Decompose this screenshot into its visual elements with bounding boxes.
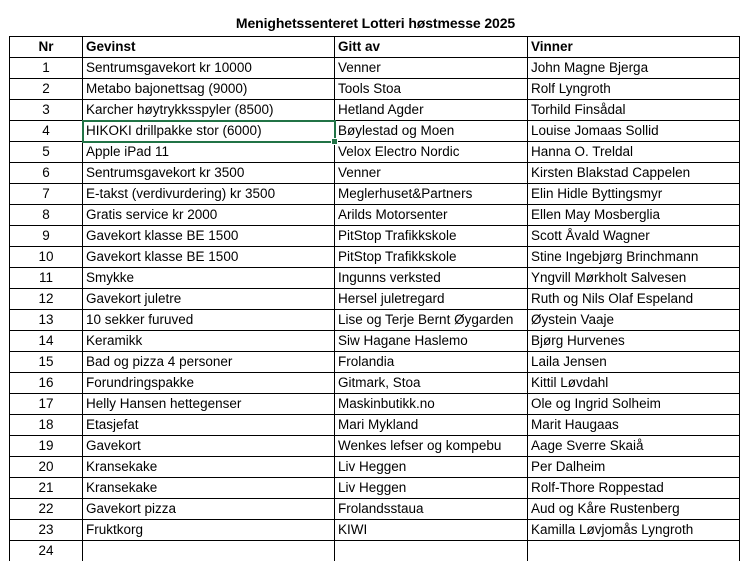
cell-vinner[interactable]: Scott Åvald Wagner	[528, 226, 740, 247]
cell-vinner[interactable]: Rolf Lyngroth	[528, 79, 740, 100]
cell-gevinst[interactable]: Gavekort klasse BE 1500	[83, 226, 335, 247]
table-row	[10, 247, 740, 268]
table-row	[10, 352, 740, 373]
cell-gitt-av[interactable]: Siw Hagane Haslemo	[335, 331, 528, 352]
table-row	[10, 58, 740, 79]
cell-vinner[interactable]: Per Dalheim	[528, 457, 740, 478]
cell-nr[interactable]: 15	[10, 352, 83, 373]
cell-vinner[interactable]	[528, 541, 740, 561]
cell-gitt-av[interactable]: Liv Heggen	[335, 457, 528, 478]
cell-nr[interactable]: 9	[10, 226, 83, 247]
cell-nr[interactable]: 10	[10, 247, 83, 268]
cell-vinner[interactable]: Louise Jomaas Sollid	[528, 121, 740, 142]
cell-vinner[interactable]: Kittil Løvdahl	[528, 373, 740, 394]
table-row	[10, 310, 740, 331]
cell-gitt-av[interactable]: Meglerhuset&Partners	[335, 184, 528, 205]
cell-gevinst[interactable]: Fruktkorg	[83, 520, 335, 541]
cell-nr[interactable]: 18	[10, 415, 83, 436]
cell-gitt-av[interactable]: Maskinbutikk.no	[335, 394, 528, 415]
table-row	[10, 436, 740, 457]
table-row	[10, 457, 740, 478]
cell-gevinst[interactable]: Gavekort	[83, 436, 335, 457]
table-row	[10, 331, 740, 352]
cell-gevinst[interactable]: Metabo bajonettsag (9000)	[83, 79, 335, 100]
cell-gevinst[interactable]: Kransekake	[83, 457, 335, 478]
cell-vinner[interactable]: John Magne Bjerga	[528, 58, 740, 79]
cell-gitt-av[interactable]: Tools Stoa	[335, 79, 528, 100]
cell-nr[interactable]: 16	[10, 373, 83, 394]
cell-gitt-av[interactable]: Frolandsstaua	[335, 499, 528, 520]
cell-vinner[interactable]: Laila Jensen	[528, 352, 740, 373]
cell-nr[interactable]: 8	[10, 205, 83, 226]
table-row	[10, 520, 740, 541]
cell-nr[interactable]: 2	[10, 79, 83, 100]
cell-vinner[interactable]: Kamilla Løvjomås Lyngroth	[528, 520, 740, 541]
table-row	[10, 226, 740, 247]
cell-nr[interactable]: 6	[10, 163, 83, 184]
cell-nr[interactable]: 24	[10, 541, 83, 561]
header-row	[10, 37, 740, 58]
table-row	[10, 121, 740, 142]
cell-gitt-av[interactable]: Lise og Terje Bernt Øygarden	[335, 310, 528, 331]
cell-nr[interactable]: 21	[10, 478, 83, 499]
cell-gevinst[interactable]: Apple iPad 11	[83, 142, 335, 163]
cell-gevinst[interactable]: Gavekort klasse BE 1500	[83, 247, 335, 268]
cell-gevinst-selected[interactable]	[83, 121, 335, 142]
cell-gitt-av[interactable]: PitStop Trafikkskole	[335, 226, 528, 247]
cell-nr[interactable]: 22	[10, 499, 83, 520]
cell-nr[interactable]: 4	[10, 121, 83, 142]
table-row	[10, 184, 740, 205]
cell-vinner[interactable]: Ruth og Nils Olaf Espeland	[528, 289, 740, 310]
cell-nr[interactable]: 19	[10, 436, 83, 457]
table-row	[10, 100, 740, 121]
cell-gitt-av[interactable]: Gitmark, Stoa	[335, 373, 528, 394]
cell-nr[interactable]: 3	[10, 100, 83, 121]
table-row	[10, 499, 740, 520]
cell-gitt-av[interactable]: Venner	[335, 163, 528, 184]
cell-nr[interactable]: 17	[10, 394, 83, 415]
cell-gevinst[interactable]: Keramikk	[83, 331, 335, 352]
table-row	[10, 205, 740, 226]
cell-vinner[interactable]: Ole og Ingrid Solheim	[528, 394, 740, 415]
cell-vinner[interactable]: Marit Haugaas	[528, 415, 740, 436]
header-nr[interactable]: Nr	[10, 37, 83, 58]
header-gevinst[interactable]: Gevinst	[83, 37, 335, 58]
cell-nr[interactable]: 13	[10, 310, 83, 331]
cell-gevinst[interactable]: Sentrumsgavekort kr 10000	[83, 58, 335, 79]
cell-vinner[interactable]: Elin Hidle Byttingsmyr	[528, 184, 740, 205]
table-row	[10, 373, 740, 394]
cell-nr[interactable]: 11	[10, 268, 83, 289]
cell-gitt-av[interactable]: Venner	[335, 58, 528, 79]
cell-gitt-av[interactable]: Frolandia	[335, 352, 528, 373]
cell-vinner[interactable]: Kirsten Blakstad Cappelen	[528, 163, 740, 184]
cell-gevinst[interactable]: Etasjefat	[83, 415, 335, 436]
lottery-table	[9, 36, 740, 561]
cell-nr[interactable]: 5	[10, 142, 83, 163]
cell-gitt-av[interactable]: Bøylestad og Moen	[335, 121, 528, 142]
header-vinner[interactable]: Vinner	[528, 37, 740, 58]
cell-vinner[interactable]: Torhild Finsådal	[528, 100, 740, 121]
cell-nr[interactable]: 20	[10, 457, 83, 478]
table-row	[10, 79, 740, 100]
cell-nr[interactable]: 14	[10, 331, 83, 352]
cell-gitt-av[interactable]: Arilds Motorsenter	[335, 205, 528, 226]
cell-gevinst[interactable]: Helly Hansen hettegenser	[83, 394, 335, 415]
cell-vinner[interactable]: Hanna O. Treldal	[528, 142, 740, 163]
cell-gevinst[interactable]: Gavekort juletre	[83, 289, 335, 310]
cell-vinner[interactable]: Stine Ingebjørg Brinchmann	[528, 247, 740, 268]
cell-vinner[interactable]: Rolf-Thore Roppestad	[528, 478, 740, 499]
header-gitt-av[interactable]: Gitt av	[335, 37, 528, 58]
table-row	[10, 289, 740, 310]
fill-handle[interactable]	[331, 138, 338, 145]
cell-text: HIKOKI drillpakke stor (6000)	[86, 123, 262, 138]
cell-gevinst[interactable]: Sentrumsgavekort kr 3500	[83, 163, 335, 184]
table-row	[10, 268, 740, 289]
cell-gitt-av[interactable]: PitStop Trafikkskole	[335, 247, 528, 268]
cell-nr[interactable]: 23	[10, 520, 83, 541]
cell-vinner[interactable]: Øystein Vaaje	[528, 310, 740, 331]
table-row	[10, 541, 740, 561]
cell-vinner[interactable]: Ellen May Mosberglia	[528, 205, 740, 226]
cell-vinner[interactable]: Aud og Kåre Rustenberg	[528, 499, 740, 520]
cell-gevinst[interactable]: 10 sekker furuved	[83, 310, 335, 331]
cell-gitt-av[interactable]: Wenkes lefser og kompebu	[335, 436, 528, 457]
cell-gevinst[interactable]	[83, 541, 335, 561]
cell-gevinst[interactable]: E-takst (verdivurdering) kr 3500	[83, 184, 335, 205]
cell-nr[interactable]: 7	[10, 184, 83, 205]
cell-gevinst[interactable]: Forundringspakke	[83, 373, 335, 394]
cell-gitt-av[interactable]: Ingunns verksted	[335, 268, 528, 289]
cell-gitt-av[interactable]: KIWI	[335, 520, 528, 541]
cell-gitt-av[interactable]: Hersel juletregard	[335, 289, 528, 310]
cell-vinner[interactable]: Yngvill Mørkholt Salvesen	[528, 268, 740, 289]
cell-vinner[interactable]: Bjørg Hurvenes	[528, 331, 740, 352]
cell-nr[interactable]: 1	[10, 58, 83, 79]
table-row	[10, 478, 740, 499]
cell-gevinst[interactable]: Gavekort pizza	[83, 499, 335, 520]
table-row	[10, 415, 740, 436]
table-row	[10, 394, 740, 415]
cell-gitt-av[interactable]: Velox Electro Nordic	[335, 142, 528, 163]
table-row	[10, 142, 740, 163]
cell-gitt-av[interactable]: Mari Mykland	[335, 415, 528, 436]
sheet-title: Menighetssenteret Lotteri høstmesse 2025	[0, 14, 751, 32]
cell-gevinst[interactable]: Karcher høytrykksspyler (8500)	[83, 100, 335, 121]
cell-gitt-av[interactable]	[335, 541, 528, 561]
cell-gevinst[interactable]: Bad og pizza 4 personer	[83, 352, 335, 373]
cell-gevinst[interactable]: Smykke	[83, 268, 335, 289]
cell-gevinst[interactable]: Kransekake	[83, 478, 335, 499]
cell-gitt-av[interactable]: Hetland Agder	[335, 100, 528, 121]
cell-nr[interactable]: 12	[10, 289, 83, 310]
cell-gevinst[interactable]: Gratis service kr 2000	[83, 205, 335, 226]
cell-gitt-av[interactable]: Liv Heggen	[335, 478, 528, 499]
cell-vinner[interactable]: Aage Sverre Skaiå	[528, 436, 740, 457]
table-row	[10, 163, 740, 184]
